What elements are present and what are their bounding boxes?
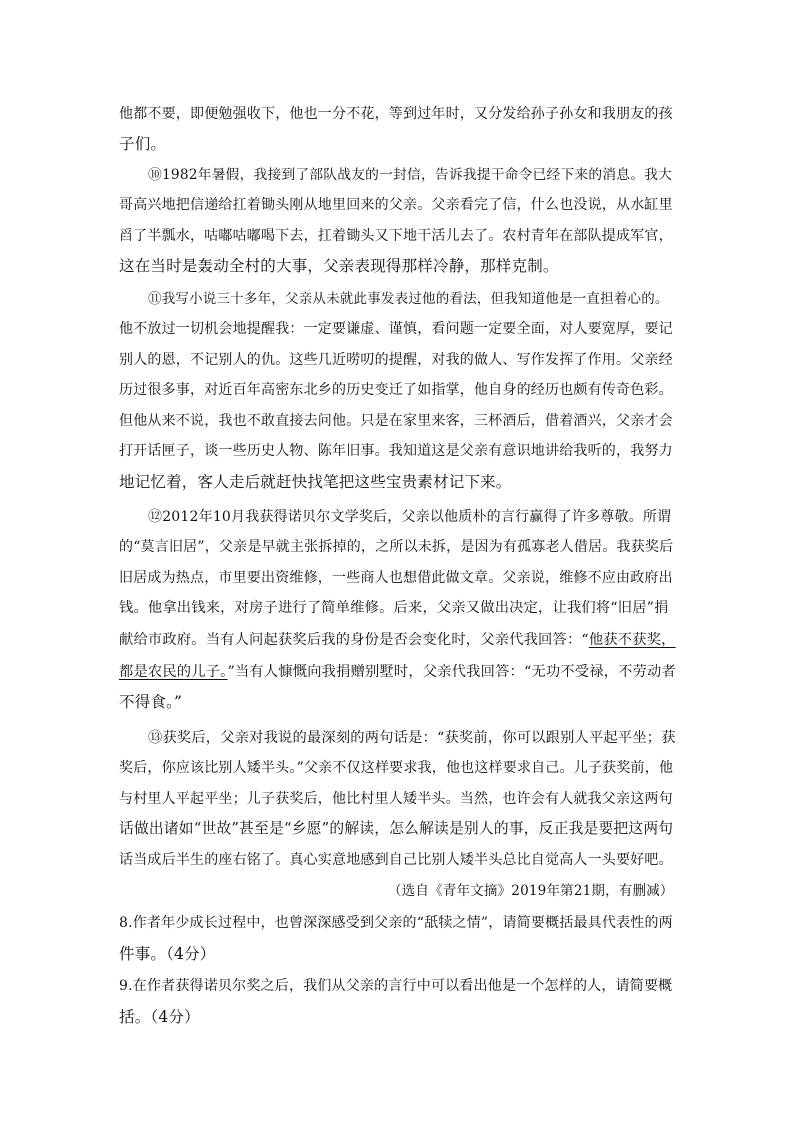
text-segment: 献给市政府。当有人问起获奖后我的身份是否会变化时，父亲代我回答：“ [119,632,589,648]
text-line: 哥高兴地把信递给扛着锄头刚从地里回来的父亲。父亲看完了信，什么也没说，从水缸里 [119,197,673,213]
text-line [119,662,676,682]
question-text: 件事。（4分） [119,945,216,963]
text-line: 话当成后半生的座右铭了。真心实意地感到自己比别人矮半头总比自觉高人一头要好吧。 [119,852,673,868]
question-text: 括。（4分） [119,1008,200,1026]
underlined-quote: 都是农民的儿子。 [119,664,228,680]
text-line: ⑩1982年暑假，我接到了部队战友的一封信，告诉我提干命令已经下来的消息。我大 [148,167,673,183]
question-text: 8.作者年少成长过程中，也曾深深感受到父亲的“舐犊之情”，请简要概括最具代表性的两 [119,915,673,931]
text-line: 舀了半瓢水，咕嘟咕嘟喝下去，扛着锄头又下地干活儿去了。农村青年在部队提成军官， [119,228,673,244]
text-line: 的“莫言旧居”，父亲是早就主张拆掉的，之所以未拆，是因为有孤寡老人借居。我获奖后 [119,539,674,555]
text-line: ⑬获奖后，父亲对我说的最深刻的两句话是：“获奖前，你可以跟别人平起平坐；获 [148,730,676,746]
source-citation: （选自《青年文摘》2019年第21期，有删减） [388,883,674,899]
text-line: 他都不要，即便勉强收下，他也一分不花，等到过年时，又分发给孙子孙女和我朋友的孩 [119,106,673,122]
text-line [119,630,676,650]
text-line: 别人的恩，不记别人的仇。这些几近唠叨的提醒，对我的做人、写作发挥了作用。父亲经 [119,352,673,368]
text-line: 不得食。” [119,693,183,711]
underlined-quote: 他获不获奖， [588,632,676,648]
text-line: ⑫2012年10月我获得诺贝尔文学奖后，父亲以他质朴的言行赢得了许多尊敬。所谓 [148,509,672,525]
text-line: 历过很多事，对近百年高密东北乡的历史变迁了如指掌，他自身的经历也颇有传奇色彩。 [119,382,673,398]
text-line: 这在当时是轰动全村的大事，父亲表现得那样冷静，那样克制。 [119,257,559,275]
text-line: 打开话匣子，谈一些历史人物、陈年旧事。我知道这是父亲有意识地讲给我听的，我努力 [119,443,673,459]
text-line: 地记忆着，客人走后就赶快找笔把这些宝贵素材记下来。 [119,473,512,491]
question-text: 9.在作者获得诺贝尔奖之后，我们从父亲的言行中可以看出他是一个怎样的人，请简要概 [119,978,673,994]
text-line: 与村里人平起平坐；儿子获奖后，他比村里人矮半头。当然，也许会有人就我父亲这两句 [119,791,673,807]
text-segment: ”当有人慷慨向我捐赠别墅时，父亲代我回答：“无功不受禄，不劳动者 [227,664,676,680]
text-line: 钱。他拿出钱来，对房子进行了简单维修。后来，父亲又做出决定，让我们将“旧居”捐 [119,600,669,616]
text-line: 子们。 [119,135,167,153]
text-line: 他不放过一切机会地提醒我：一定要谦虚、谨慎，看问题一定要全面，对人要宽厚，要记 [119,321,673,337]
text-line: 旧居成为热点，市里要出资维修，一些商人也想借此做文章。父亲说，维修不应由政府出 [119,570,673,586]
text-line: ⑪我写小说三十多年，父亲从未就此事发表过他的看法，但我知道他是一直担着心的。 [148,291,669,307]
text-line: 话做出诸如“世故”甚至是“乡愿”的解读，怎么解读是别人的事，反正我是要把这两句 [119,820,674,837]
text-line: 但他从来不说，我也不敢直接去问他。只是在家里来客，三杯酒后，借着酒兴，父亲才会 [119,413,673,429]
text-line: 奖后，你应该比别人矮半头。”父亲不仅这样要求我，他也这样要求自己。儿子获奖前，他 [119,760,674,776]
